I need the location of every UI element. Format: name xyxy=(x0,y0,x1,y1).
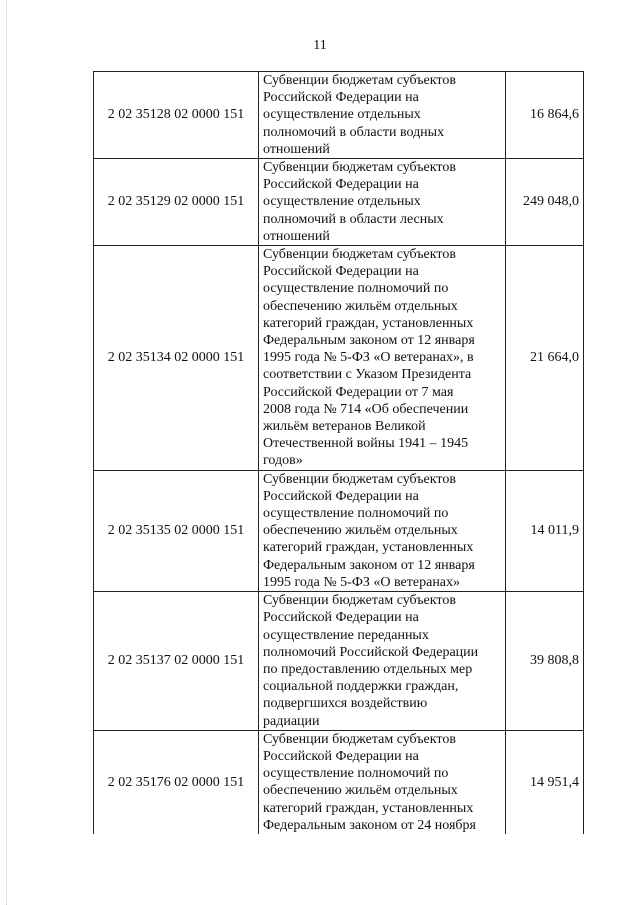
description-line: Российской Федерации на xyxy=(263,177,419,193)
description-line: Субвенции бюджетам субъектов xyxy=(263,247,456,263)
amount-cell: 16 864,6 xyxy=(506,72,584,159)
table-body xyxy=(94,72,584,834)
description-line: Субвенции бюджетам субъектов xyxy=(263,471,456,487)
description-cell xyxy=(259,246,506,471)
budget-code-cell: 2 02 35128 02 0000 151 xyxy=(94,72,259,159)
budget-code-cell: 2 02 35129 02 0000 151 xyxy=(94,159,259,246)
budget-code-cell: 2 02 35135 02 0000 151 xyxy=(94,470,259,591)
description-line: Российской Федерации от 7 мая xyxy=(263,384,454,400)
page-number: 11 xyxy=(313,38,327,53)
description-line: Российской Федерации на xyxy=(263,488,419,504)
description-line: осуществление отдельных xyxy=(263,194,421,210)
description-line: Федеральным законом от 24 ноября xyxy=(263,817,476,833)
description-line: по предоставлению отдельных мер xyxy=(263,661,473,677)
description-line: обеспечению жильём отдельных xyxy=(263,783,458,799)
description-line: Российской Федерации на xyxy=(263,610,419,626)
description-cell xyxy=(259,159,506,246)
description-line: 2008 года № 714 «Об обеспечении xyxy=(263,401,469,417)
description-line: обеспечению жильём отдельных xyxy=(263,523,458,539)
description-line: обеспечению жильём отдельных xyxy=(263,298,458,314)
description-line: Федеральным законом от 12 января xyxy=(263,557,475,573)
table-row xyxy=(94,72,584,159)
description-line: социальной поддержки граждан, xyxy=(263,679,459,695)
table-row xyxy=(94,592,584,731)
description-line: Субвенции бюджетам субъектов xyxy=(263,731,456,747)
description-cell xyxy=(259,730,506,834)
amount-cell: 14 011,9 xyxy=(506,470,584,591)
budget-code-cell: 2 02 35137 02 0000 151 xyxy=(94,592,259,731)
description-line: Отечественной войны 1941 – 1945 xyxy=(263,436,469,452)
description-line: полномочий Российской Федерации xyxy=(263,644,479,660)
description-line: Федеральным законом от 12 января xyxy=(263,333,475,349)
description-line: Российской Федерации на xyxy=(263,748,419,764)
description-line: жильём ветеранов Великой xyxy=(263,419,426,435)
scan-edge-marks xyxy=(6,0,8,905)
description-line: Российской Федерации на xyxy=(263,264,419,280)
amount-cell: 39 808,8 xyxy=(506,592,584,731)
budget-table xyxy=(93,71,584,834)
description-line: Субвенции бюджетам субъектов xyxy=(263,73,456,88)
description-line: категорий граждан, установленных xyxy=(263,315,474,331)
description-cell xyxy=(259,592,506,731)
budget-code-cell: 2 02 35176 02 0000 151 xyxy=(94,730,259,834)
description-line: осуществление переданных xyxy=(263,627,429,643)
description-line: годов» xyxy=(263,453,303,469)
description-line: Субвенции бюджетам субъектов xyxy=(263,593,456,609)
description-cell xyxy=(259,72,506,159)
description-line: Российской Федерации на xyxy=(263,90,419,106)
amount-cell: 14 951,4 xyxy=(506,730,584,834)
description-line: осуществление полномочий по xyxy=(263,506,449,522)
description-line: подвергшихся воздействию xyxy=(263,696,428,712)
description-cell xyxy=(259,470,506,591)
budget-code-cell: 2 02 35134 02 0000 151 xyxy=(94,246,259,471)
description-line: радиации xyxy=(263,713,320,729)
description-line: осуществление отдельных xyxy=(263,107,421,123)
description-line: 1995 года № 5-ФЗ «О ветеранах», в xyxy=(263,350,474,366)
description-line: 1995 года № 5-ФЗ «О ветеранах» xyxy=(263,574,461,590)
description-line: отношений xyxy=(263,228,330,244)
description-line: осуществление полномочий по xyxy=(263,766,449,782)
amount-cell: 249 048,0 xyxy=(506,159,584,246)
description-line: категорий граждан, установленных xyxy=(263,540,474,556)
description-line: категорий граждан, установленных xyxy=(263,800,474,816)
table-row xyxy=(94,246,584,471)
description-line: полномочий в области лесных xyxy=(263,211,444,227)
amount-cell: 21 664,0 xyxy=(506,246,584,471)
description-line: полномочий в области водных xyxy=(263,124,445,140)
description-line: осуществление полномочий по xyxy=(263,281,449,297)
table-row xyxy=(94,730,584,834)
table-row xyxy=(94,159,584,246)
description-line: соответствии с Указом Президента xyxy=(263,367,472,383)
description-line: Субвенции бюджетам субъектов xyxy=(263,160,456,176)
table-row xyxy=(94,470,584,591)
description-line: отношений xyxy=(263,141,330,157)
